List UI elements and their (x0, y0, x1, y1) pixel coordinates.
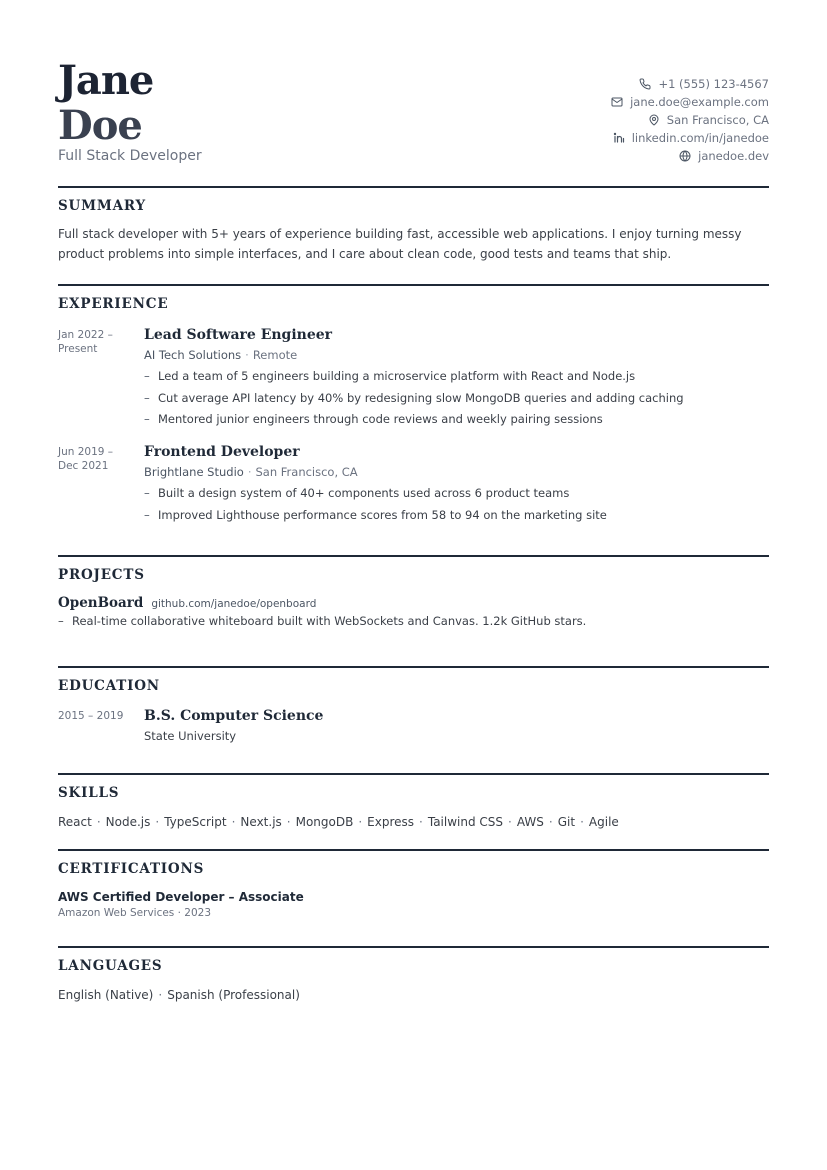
entry-date (58, 326, 144, 431)
date-start: Jun 2019 – (58, 446, 114, 459)
skill-item: Git (557, 815, 576, 829)
job-title: Lead Software Engineer (144, 327, 333, 343)
project-link[interactable]: github.com/janedoe/openboard (151, 598, 317, 610)
contact-phone[interactable] (611, 75, 769, 93)
education-section (58, 666, 769, 773)
contact-phone-text: +1 (555) 123-4567 (658, 77, 769, 91)
entry-body (144, 326, 769, 431)
contact-list (611, 75, 769, 165)
bullet-list (144, 366, 769, 431)
experience-entry (58, 443, 769, 526)
contact-linkedin[interactable] (611, 129, 769, 147)
date-end: Dec 2021 (58, 460, 109, 473)
date-end: Present (58, 343, 98, 355)
contact-location-text: San Francisco, CA (666, 113, 769, 127)
company-name: Brightlane Studio (144, 465, 244, 480)
job-location: Remote (252, 348, 298, 362)
contact-linkedin-text: linkedin.com/in/janedoe (631, 131, 769, 145)
phone-icon (639, 78, 651, 90)
skill-item: AWS (516, 815, 544, 829)
project-description: – Real-time collaborative whiteboard built with WebSockets and Canvas. 1.2k GitHub stars. (58, 614, 587, 628)
linkedin-icon (613, 132, 625, 144)
experience-entry (58, 326, 769, 431)
section-title: LANGUAGES (58, 958, 163, 974)
section-title: PROJECTS (58, 567, 145, 583)
contact-website-text: janedoe.dev (698, 149, 769, 163)
company-name: AI Tech Solutions (144, 348, 242, 362)
education-entry (58, 707, 769, 745)
date-start: Jan 2022 – (58, 329, 113, 341)
location-pin-icon (648, 114, 660, 126)
language-item: Spanish (Professional) (167, 988, 300, 1002)
skill-item: Agile (588, 815, 619, 829)
contact-email[interactable] (611, 93, 769, 111)
experience-section (58, 284, 769, 555)
section-title: SUMMARY (58, 198, 146, 214)
skill-item: React (58, 815, 92, 829)
bullet-item: – Improved Lighthouse performance scores from 58 to 94 on the marketing site (144, 507, 607, 522)
skills-list: React · Node.js · TypeScript · Next.js · MongoDB · Express · Tailwind CSS · AWS · Git · Agile (58, 815, 619, 829)
skill-item: Next.js (240, 815, 282, 829)
skill-item: TypeScript (164, 815, 227, 829)
skill-item: MongoDB (295, 815, 354, 829)
bullet-item: – Built a design system of 40+ components used across 6 product teams (144, 486, 570, 501)
skills-section (58, 773, 769, 849)
job-location: San Francisco, CA (255, 465, 358, 480)
section-title: CERTIFICATIONS (58, 861, 205, 877)
entry-body (144, 443, 769, 526)
resume-header (58, 58, 769, 170)
contact-email-text: jane.doe@example.com (630, 95, 769, 109)
skill-item: Express (367, 815, 415, 829)
school: State University (144, 729, 237, 743)
entry-date (58, 443, 144, 526)
bullet-item: – Led a team of 5 engineers building a microservice platform with React and Node.js (144, 369, 636, 383)
projects-section (58, 555, 769, 666)
globe-icon (679, 150, 691, 162)
section-title: EDUCATION (58, 678, 160, 694)
bullet-list (144, 483, 769, 526)
contact-location (611, 111, 769, 129)
section-title: SKILLS (58, 785, 120, 801)
section-title: EXPERIENCE (58, 296, 169, 312)
bullet-item: – Mentored junior engineers through code reviews and weekly pairing sessions (144, 412, 603, 427)
languages-list: English (Native) · Spanish (Professional) (58, 988, 300, 1002)
first-name: Jane (58, 57, 154, 104)
certifications-section (58, 849, 769, 946)
last-name: Doe (58, 102, 142, 149)
project-name: OpenBoard (58, 595, 144, 611)
project-header (58, 595, 769, 611)
summary-section (58, 186, 769, 284)
job-title: Frontend Developer (144, 444, 300, 461)
entry-body (144, 707, 769, 745)
education-date: 2015 – 2019 (58, 710, 124, 722)
certification-meta: Amazon Web Services · 2023 (58, 907, 212, 919)
summary-text: Full stack developer with 5+ years of experience building fast, accessible web applications. I enjoy turning messy product problems into simple interfaces, and I care about clean code, good tests and teams that ship. (58, 227, 742, 261)
contact-website[interactable] (611, 147, 769, 165)
company-line: AI Tech Solutions · Remote (144, 348, 298, 362)
company-line: Brightlane Studio · San Francisco, CA (144, 465, 358, 480)
mail-icon (611, 96, 623, 108)
language-item: English (Native) (58, 988, 154, 1002)
skill-item: Tailwind CSS (427, 815, 504, 829)
certification-entry (58, 889, 769, 921)
languages-section (58, 946, 769, 1004)
bullet-item: – Cut average API latency by 40% by redesigning slow MongoDB queries and adding caching (144, 390, 684, 405)
certification-name: AWS Certified Developer – Associate (58, 890, 304, 904)
job-role: Full Stack Developer (58, 148, 202, 164)
resume-page (58, 58, 769, 1004)
degree: B.S. Computer Science (144, 708, 324, 724)
skill-item: Node.js (105, 815, 151, 829)
